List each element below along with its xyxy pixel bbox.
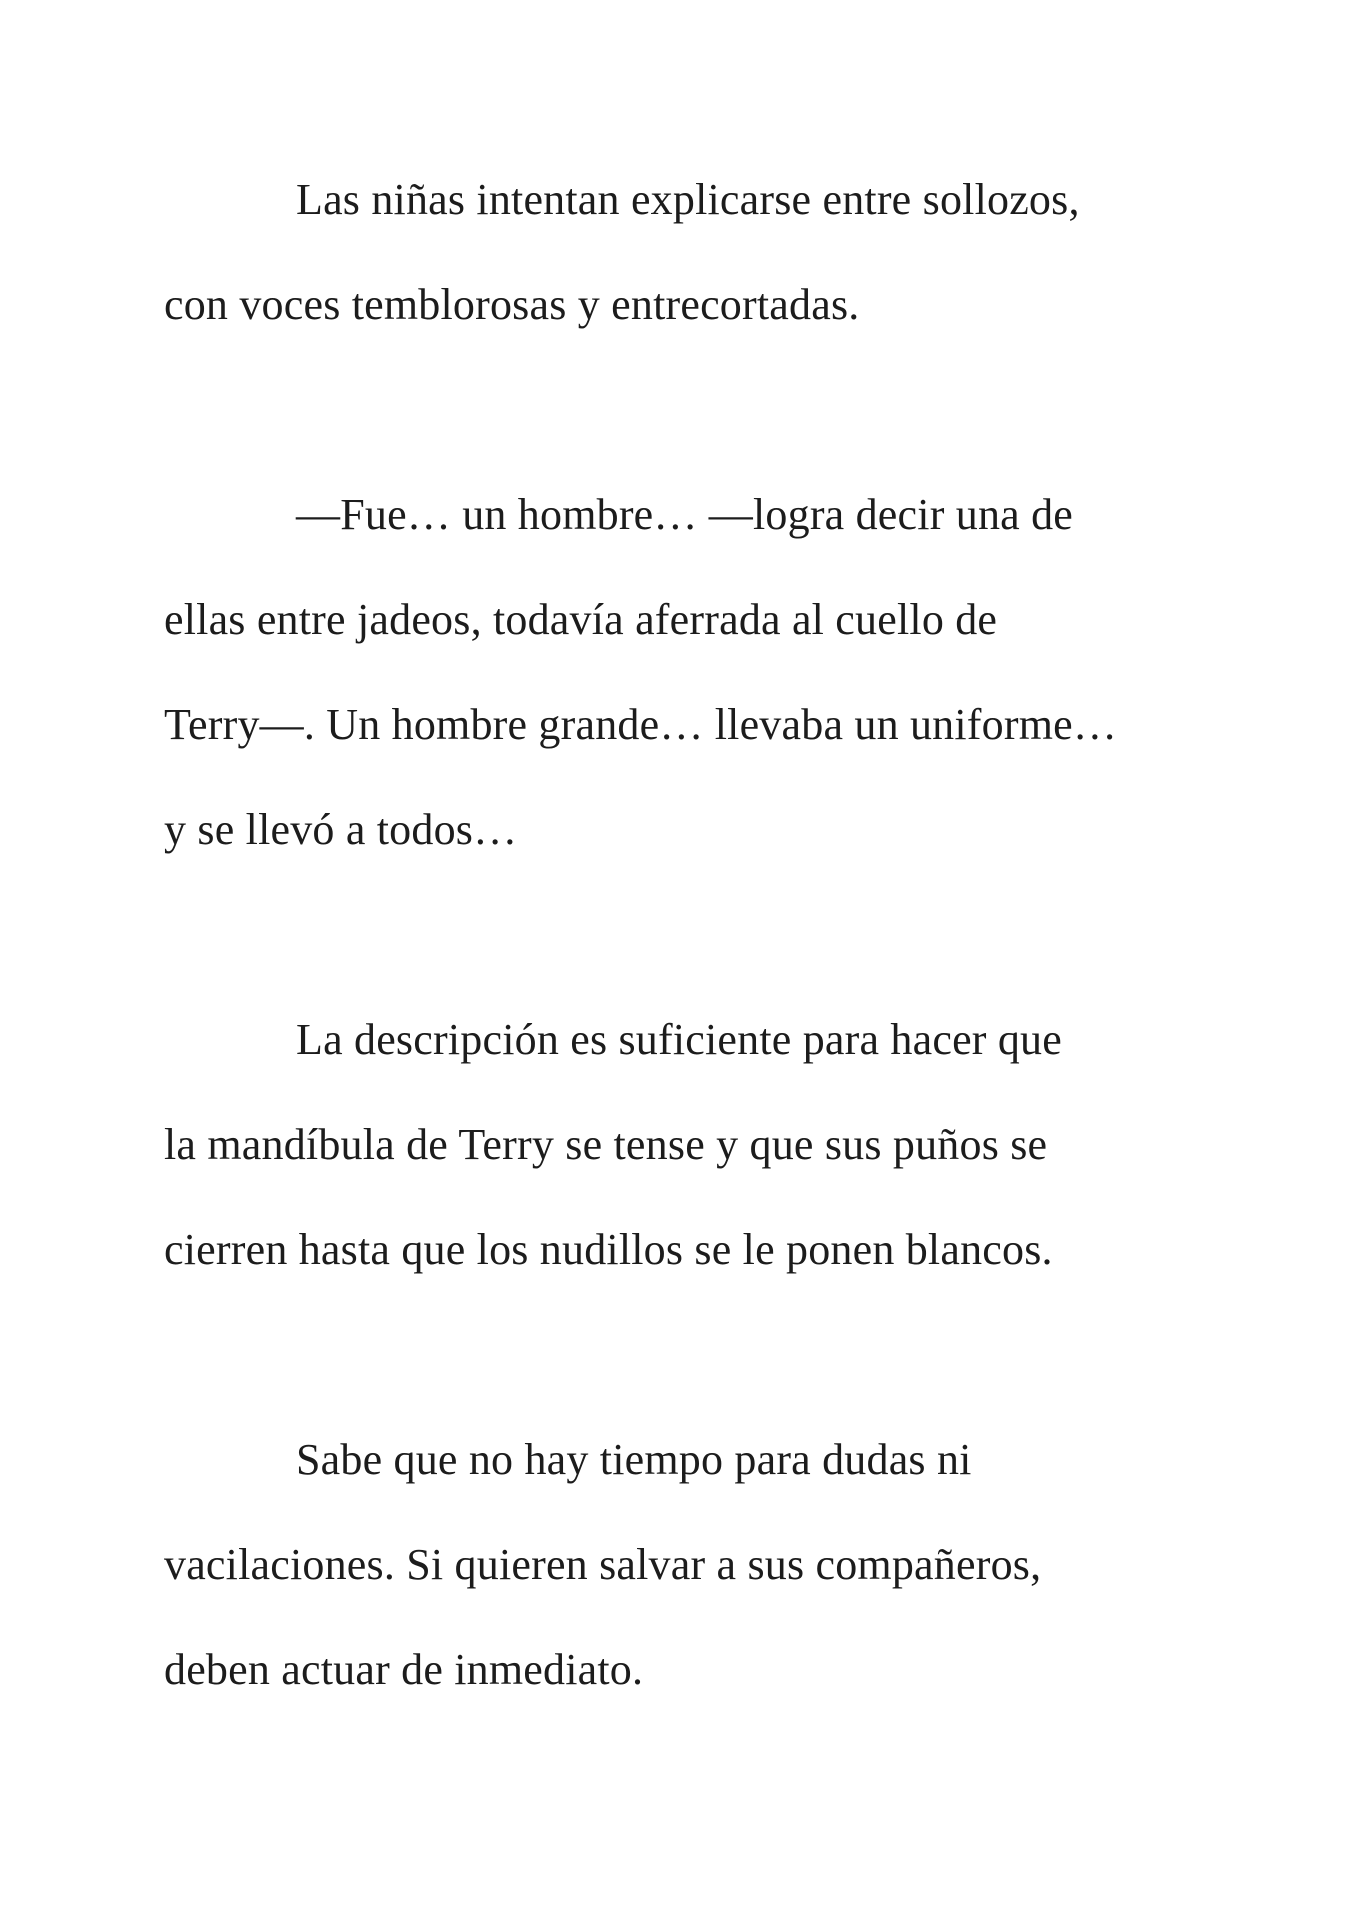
paragraph-line: y se llevó a todos… (164, 805, 518, 854)
paragraph-line: ellas entre jadeos, todavía aferrada al cuello de (164, 595, 998, 644)
paragraph-line: La descripción es suficiente para hacer que (296, 1015, 1062, 1064)
paragraph-line: deben actuar de inmediato. (164, 1645, 644, 1694)
paragraph-line: Sabe que no hay tiempo para dudas ni (296, 1435, 972, 1484)
paragraph-line: vacilaciones. Si quieren salvar a sus compañeros, (164, 1540, 1042, 1589)
paragraph-line: Las niñas intentan explicarse entre sollozos, (296, 175, 1080, 224)
paragraph-line: —Fue… un hombre… —logra decir una de (296, 490, 1074, 539)
paragraph-line: con voces temblorosas y entrecortadas. (164, 280, 860, 329)
paragraph-line: la mandíbula de Terry se tense y que sus puños se (164, 1120, 1048, 1169)
paragraph-line: Terry—. Un hombre grande… llevaba un uniforme… (164, 700, 1118, 749)
paragraph-line: cierren hasta que los nudillos se le ponen blancos. (164, 1225, 1053, 1274)
